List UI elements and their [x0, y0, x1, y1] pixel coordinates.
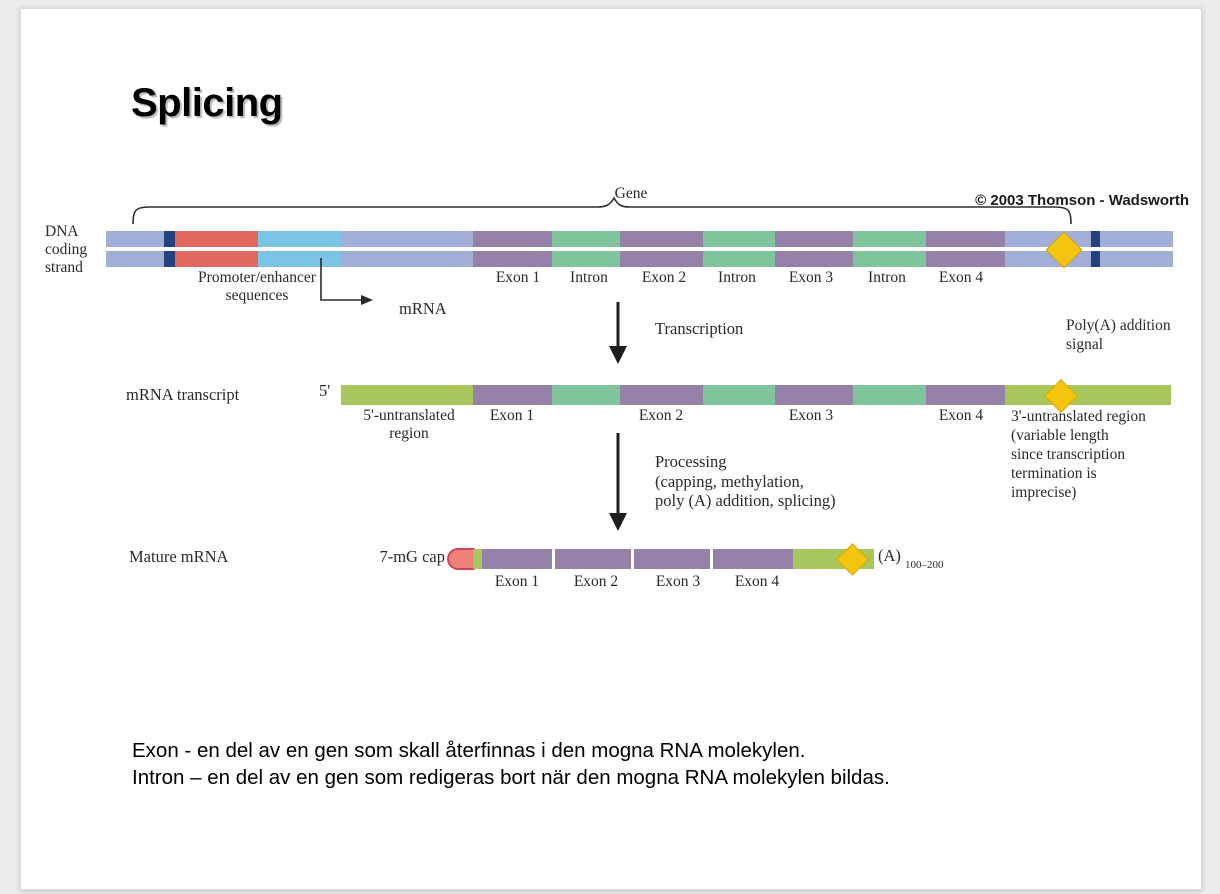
- segment-periwinkle: [1100, 251, 1173, 267]
- polya-tail-subscript: 100–200: [905, 559, 944, 571]
- transcript-exon2-label: Exon 2: [638, 407, 684, 424]
- segment-purple: [775, 385, 853, 405]
- segment-purple: [473, 385, 552, 405]
- dna-intron-label: Intron: [718, 269, 756, 286]
- utr5-label-line1: 5'-untranslated: [363, 407, 455, 424]
- segment-purple: [620, 251, 703, 267]
- page-title: Splicing: [131, 81, 283, 125]
- mrna-start-arrowhead: [361, 295, 373, 305]
- dna-exon3-label: Exon 3: [788, 269, 834, 286]
- utr5-label-line2: region: [389, 425, 429, 442]
- segment-periwinkle: [1005, 231, 1091, 247]
- processing-arrowhead: [609, 513, 627, 531]
- segment-green: [853, 231, 926, 247]
- segment-purple: [775, 231, 853, 247]
- segment-green: [703, 385, 775, 405]
- mature-mrna-label: Mature mRNA: [129, 547, 229, 566]
- dna-intron-label: Intron: [868, 269, 906, 286]
- segment-sky_blue: [258, 251, 341, 267]
- dna-strand-top-bar: [106, 231, 1173, 247]
- segment-green: [853, 251, 926, 267]
- polya-signal-label-line1: Poly(A) addition: [1066, 317, 1171, 334]
- segment-purple: [775, 251, 853, 267]
- mature-exon4-label: Exon 4: [734, 573, 780, 590]
- polya-tail-label: (A): [878, 546, 901, 565]
- segment-sky_blue: [258, 231, 341, 247]
- promoter-label-line1: Promoter/enhancer: [198, 269, 316, 286]
- segment-green: [552, 385, 620, 405]
- copyright-text: © 2003 Thomson - Wadsworth: [975, 192, 1189, 209]
- segment-purple: [620, 231, 703, 247]
- utr3-label: 3'-untranslated region (variable length since transcription termination is imprecise): [1011, 408, 1146, 501]
- segment-green: [552, 231, 620, 247]
- transcript-exon4-label: Exon 4: [938, 407, 984, 424]
- segment-periwinkle: [106, 251, 164, 267]
- segment-purple: [926, 385, 1005, 405]
- processing-label: Processing (capping, methylation, poly (A) addition, splicing): [655, 452, 836, 510]
- dna-intron-label: Intron: [570, 269, 608, 286]
- segment-purple: [473, 231, 552, 247]
- segment-red: [175, 251, 258, 267]
- segment-green: [552, 251, 620, 267]
- slide: [20, 8, 1202, 890]
- transcription-arrowhead: [609, 346, 627, 364]
- dna-strand-bottom-bar: [106, 251, 1173, 267]
- 7mg-cap-shape: [447, 548, 475, 570]
- segment-yellow_green: [341, 385, 473, 405]
- segment-yellow_green: [1005, 385, 1171, 405]
- note-intron-definition: Intron – en del av en gen som redigeras bort när den mogna RNA molekylen bildas.: [132, 766, 890, 789]
- segment-purple: [482, 549, 552, 569]
- segment-purple: [713, 549, 793, 569]
- polya-signal-label-line2: signal: [1066, 336, 1104, 353]
- segment-navy: [1091, 231, 1100, 247]
- notes-text: [132, 737, 890, 791]
- transcript-exon3-label: Exon 3: [788, 407, 834, 424]
- dna-exon1-label: Exon 1: [495, 269, 541, 286]
- mature-exon2-label: Exon 2: [573, 573, 619, 590]
- mrna-arrow-label: mRNA: [399, 299, 447, 318]
- segment-navy: [164, 231, 175, 247]
- segment-periwinkle: [341, 251, 473, 267]
- segment-green: [703, 251, 775, 267]
- transcript-exon1-label: Exon 1: [489, 407, 535, 424]
- segment-navy: [164, 251, 175, 267]
- segment-purple: [926, 251, 1005, 267]
- segment-periwinkle: [106, 231, 164, 247]
- segment-green: [703, 231, 775, 247]
- segment-green: [853, 385, 926, 405]
- segment-purple: [555, 549, 631, 569]
- cap-label: 7-mG cap: [379, 547, 445, 566]
- gene-label: Gene: [614, 185, 648, 202]
- dna-exon4-label: Exon 4: [938, 269, 984, 286]
- segment-periwinkle: [1100, 231, 1173, 247]
- segment-navy: [1091, 251, 1100, 267]
- dna-exon2-label: Exon 2: [641, 269, 687, 286]
- promoter-label-line2: sequences: [225, 287, 289, 304]
- segment-periwinkle: [341, 231, 473, 247]
- segment-purple: [620, 385, 703, 405]
- mature-exon3-label: Exon 3: [655, 573, 701, 590]
- dna-coding-strand-label: DNA coding strand: [45, 223, 88, 276]
- segment-yellow_green: [473, 549, 482, 569]
- note-exon-definition: Exon - en del av en gen som skall återfinnas i den mogna RNA molekylen.: [132, 739, 806, 762]
- segment-purple: [926, 231, 1005, 247]
- segment-red: [175, 231, 258, 247]
- five-prime-label: 5': [319, 381, 331, 400]
- mature-exon1-label: Exon 1: [494, 573, 540, 590]
- mrna-transcript-label: mRNA transcript: [126, 385, 240, 404]
- transcription-label: Transcription: [655, 319, 744, 338]
- segment-purple: [634, 549, 710, 569]
- mature-mrna-bar: [473, 549, 874, 569]
- segment-purple: [473, 251, 552, 267]
